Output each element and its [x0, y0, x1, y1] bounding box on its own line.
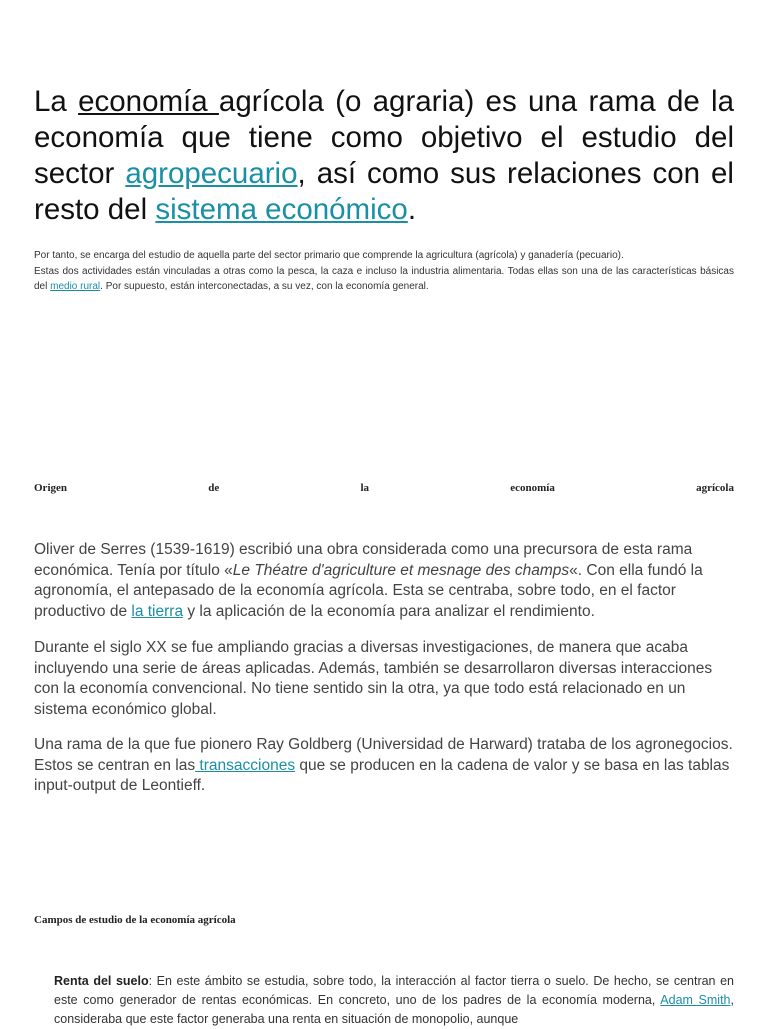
origen-heading: [34, 482, 734, 494]
sistema-economico-link[interactable]: sistema económico: [155, 193, 408, 226]
economia-link[interactable]: economía: [78, 85, 219, 118]
intro-text-1: La: [34, 85, 79, 118]
renta-text-1: : En este ámbito se estudia, sobre todo, la interacción al factor tierra o suelo. De hecho, se centran en este como generador de rentas económicas. En concreto, uno de los padres de la economía moderna,: [54, 974, 734, 1007]
renta-term: Renta del suelo: [54, 974, 149, 988]
adam-smith-link[interactable]: Adam Smith: [660, 993, 731, 1007]
intro-text-3: , así como sus relaciones con el resto del: [34, 157, 734, 226]
medio-rural-link[interactable]: medio rural: [50, 281, 101, 292]
campos-heading: Campos de estudio de la economía agrícola: [34, 914, 236, 926]
para1-text-1: Oliver de Serres (1539-1619) escribió una obra considerada como una precursora de esta rama económica. Tenía por título «: [34, 541, 693, 579]
transacciones-link[interactable]: transacciones: [195, 756, 296, 774]
paragraph-goldberg: [34, 735, 734, 797]
renta-text-2: , consideraba que este factor generaba una renta en situación de monopolio, aunque: [54, 993, 734, 1026]
intro-heading: [34, 84, 734, 228]
agropecuario-link[interactable]: agropecuario: [125, 157, 298, 190]
origen-word-1: Origen: [34, 482, 67, 494]
renta-del-suelo-item: [54, 972, 734, 1029]
intro-text-4: .: [407, 193, 417, 226]
para3-text-2: que se producen en la cadena de valor y se basa en las tablas input-output de Leontieff.: [34, 756, 730, 794]
small-text-line-1: Por tanto, se encarga del estudio de aquella parte del sector primario que comprende la agricultura (agrícola) y ganadería (pecuario).: [34, 250, 624, 261]
para1-text-3: y la aplicación de la economía para analizar el rendimiento.: [183, 602, 595, 620]
small-text-block: [34, 248, 734, 295]
origen-word-4: economía: [510, 482, 555, 494]
la-tierra-link[interactable]: la tierra: [131, 602, 184, 620]
small-text-line-2: [34, 264, 734, 295]
origen-word-3: la: [360, 482, 370, 494]
paragraph-siglo-xx: Durante el siglo XX se fue ampliando gracias a diversas investigaciones, de manera que acaba incluyendo una serie de áreas aplicadas. Además, también se desarrollaron diversas interacciones con la economía convencional. No tiene sentido sin la otra, ya que todo está relacionado en un sistema económico global.: [34, 639, 713, 718]
para1-book-title: Le Théatre d'agriculture et mesnage des champs: [232, 561, 570, 579]
paragraph-oliver-de-serres: [34, 540, 734, 622]
intro-text-2: agrícola (o agraria) es una rama de la economía que tiene como objetivo el estudio del sector: [34, 85, 734, 190]
para3-text-1: Una rama de la que fue pionero Ray Goldberg (Universidad de Harward) trataba de los agronegocios. Estos se centran en las: [34, 736, 733, 774]
origen-word-2: de: [208, 482, 220, 494]
small-text-2b: . Por supuesto, están interconectadas, a su vez, con la economía general.: [100, 281, 429, 292]
small-text-2a: Estas dos actividades están vinculadas a otras como la pesca, la caza e incluso la industria alimentaria. Todas ellas son una de las características básicas del: [34, 265, 734, 292]
origen-word-5: agrícola: [696, 482, 734, 494]
para1-text-2: «. Con ella fundó la agronomía, el antepasado de la economía agrícola. Esta se centraba, sobre todo, en el factor productivo de: [34, 561, 703, 620]
